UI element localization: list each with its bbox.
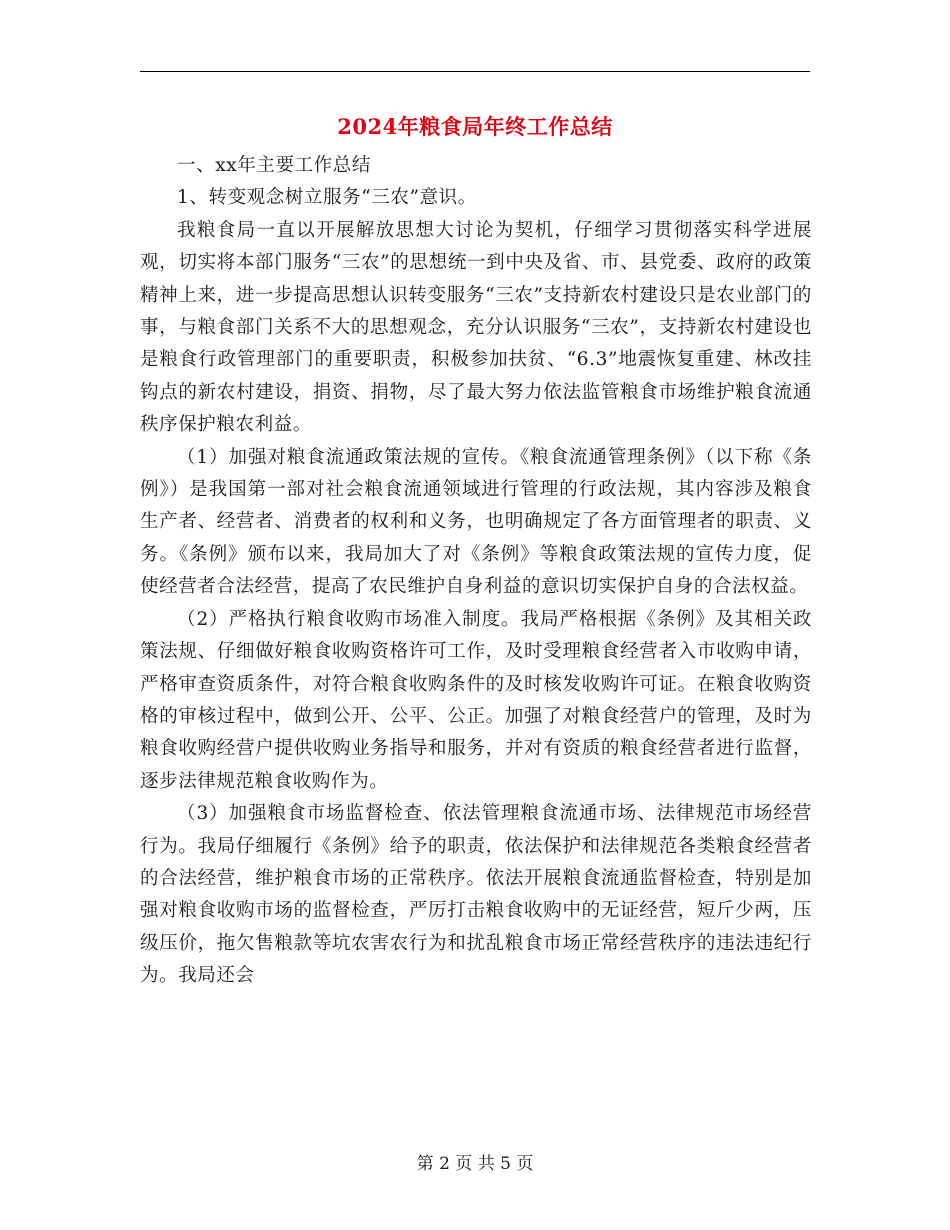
document-title: 2024年粮食局年终工作总结 xyxy=(337,114,613,139)
section-heading: 一、xx年主要工作总结 xyxy=(177,155,371,176)
page-number: 第 2 页 共 5 页 xyxy=(416,1154,534,1174)
paragraph: 我粮食局一直以开展解放思想大讨论为契机，仔细学习贯彻落实科学进展观，切实将本部门服务“三农”的思想统一到中央及省、市、县党委、政府的政策精神上来，进一步提高思想认识转变服务“三农”支持新农村建设只是农业部门的事，与粮食部门关系不大的思想观念，充分认识服务“三农”，支持新农村建设也是粮食行政管理部门的重要职责，积极参加扶贫、“6.3”地震恢复重建、林改挂钩点的新农村建设，捐资、捐物，尽了最大努力依法监管粮食市场维护粮食流通秩序保护粮农利益。 xyxy=(140,219,812,436)
document-body xyxy=(140,150,812,993)
paragraph: （1）加强对粮食流通政策法规的宣传。《粮食流通管理条例》（以下称《条例》）是我国第一部对社会粮食流通领域进行管理的行政法规，其内容涉及粮食生产者、经营者、消费者的权利和义务，也明确规定了各方面管理者的职责、义务。《条例》颁布以来，我局加大了对《条例》等粮食政策法规的宣传力度，促使经营者合法经营，提高了农民维护自身利益的意识切实保护自身的合法权益。 xyxy=(140,446,812,598)
subsection-heading: 1、转变观念树立服务“三农”意识。 xyxy=(177,187,477,209)
paragraph: （2）严格执行粮食收购市场准入制度。我局严格根据《条例》及其相关政策法规、仔细做好粮食收购资格许可工作，及时受理粮食经营者入市收购申请，严格审查资质条件，对符合粮食收购条件的及时核发收购许可证。在粮食收购资格的审核过程中，做到公开、公平、公正。加强了对粮食经营户的管理，及时为粮食收购经营户提供收购业务指导和服务，并对有资质的粮食经营者进行监督，逐步法律规范粮食收购作为。 xyxy=(140,608,812,792)
header-rule xyxy=(140,71,810,72)
paragraph: （3）加强粮食市场监督检查、依法管理粮食流通市场、法律规范市场经营行为。我局仔细履行《条例》给予的职责，依法保护和法律规范各类粮食经营者的合法经营，维护粮食市场的正常秩序。依法开展粮食流通监督检查，特别是加强对粮食收购市场的监督检查，严厉打击粮食收购中的无证经营，短斤少两，压级压价，拖欠售粮款等坑农害农行为和扰乱粮食市场正常经营秩序的违法违纪行为。我局还会 xyxy=(140,803,812,987)
